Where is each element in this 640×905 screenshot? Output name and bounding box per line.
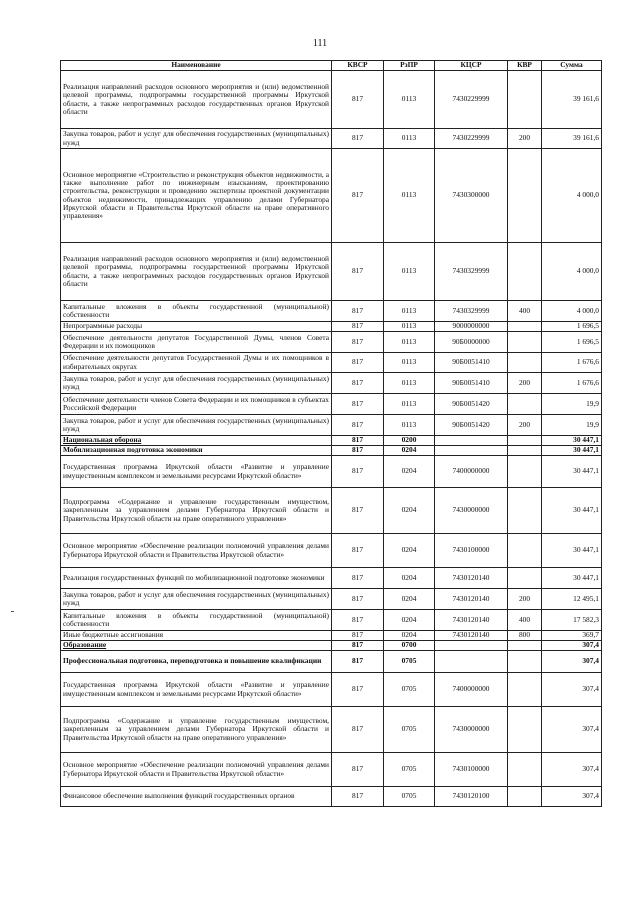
table-row	[61, 373, 602, 394]
cell-kcsr: 90Б0051410	[435, 353, 508, 373]
cell-sum: 39 161,6	[542, 129, 602, 149]
cell-rzpr: 0705	[384, 787, 435, 807]
cell-kcsr	[435, 446, 508, 456]
cell-name: Обеспечение деятельности депутатов Государственной Думы и их помощников в избирательных округах	[61, 353, 332, 373]
cell-kvr	[508, 71, 542, 129]
cell-rzpr: 0700	[384, 641, 435, 651]
cell-kvr: 400	[508, 301, 542, 322]
cell-kvr	[508, 488, 542, 534]
cell-name: Подпрограмма «Содержание и управление государственным имуществом, закрепленным за управлением делами Губернатора Иркутской области и Правительства Иркутской области на праве оперативного управления»	[61, 488, 332, 534]
cell-kvr: 200	[508, 415, 542, 436]
cell-kvr	[508, 534, 542, 568]
cell-kvr	[508, 651, 542, 673]
cell-kvsr: 817	[332, 610, 384, 631]
cell-kvsr: 817	[332, 301, 384, 322]
cell-kvr	[508, 446, 542, 456]
table-row	[61, 149, 602, 243]
cell-rzpr: 0204	[384, 488, 435, 534]
cell-kvr	[508, 394, 542, 415]
cell-rzpr: 0113	[384, 332, 435, 353]
cell-name: Подпрограмма «Содержание и управление государственным имуществом, закрепленным за управлением делами Губернатора Иркутской области и Правительства Иркутской области на праве оперативного управления»	[61, 707, 332, 753]
cell-kvr	[508, 332, 542, 353]
cell-name: Государственная программа Иркутской области «Развитие и управление имущественным комплексом и земельными ресурсами Иркутской области»	[61, 456, 332, 488]
table-row	[61, 129, 602, 149]
header-rzpr: РзПР	[384, 61, 435, 71]
table-row	[61, 707, 602, 753]
cell-rzpr: 0113	[384, 394, 435, 415]
table-row	[61, 631, 602, 641]
table-row	[61, 641, 602, 651]
table-row	[61, 353, 602, 373]
cell-sum: 1 676,6	[542, 353, 602, 373]
table-row	[61, 534, 602, 568]
cell-name: Мобилизационная подготовка экономики	[61, 446, 332, 456]
table-body	[61, 71, 602, 807]
cell-name: Обеспечение деятельности членов Совета Федерации и их помощников в субъектах Российской Федерации	[61, 394, 332, 415]
cell-kvsr: 817	[332, 446, 384, 456]
cell-rzpr: 0204	[384, 610, 435, 631]
header-sum: Сумма	[542, 61, 602, 71]
cell-name: Реализация направлений расходов основного мероприятия и (или) ведомственной целевой программы, подпрограммы государственной программы Иркутской области, а также непрограммных расходов государственных органов Иркутской области	[61, 71, 332, 129]
cell-rzpr: 0204	[384, 589, 435, 610]
cell-kvr	[508, 243, 542, 301]
cell-name: Закупка товаров, работ и услуг для обеспечения государственных (муниципальных) нужд	[61, 415, 332, 436]
table-header-row	[61, 61, 602, 71]
cell-kvr	[508, 787, 542, 807]
cell-kvsr: 817	[332, 753, 384, 787]
cell-rzpr: 0705	[384, 707, 435, 753]
cell-rzpr: 0113	[384, 322, 435, 332]
cell-kcsr: 7430000000	[435, 488, 508, 534]
cell-kvsr: 817	[332, 488, 384, 534]
table-row	[61, 243, 602, 301]
table-row	[61, 71, 602, 129]
cell-rzpr: 0204	[384, 631, 435, 641]
cell-sum: 1 676,6	[542, 373, 602, 394]
cell-kcsr	[435, 436, 508, 446]
table-row	[61, 322, 602, 332]
cell-name: Обеспечение деятельности депутатов Государственной Думы, членов Совета Федерации и их помощников	[61, 332, 332, 353]
cell-kvsr: 817	[332, 456, 384, 488]
cell-name: Основное мероприятие «Обеспечение реализации полномочий управления делами Губернатора Иркутской области и Правительства Иркутской области»	[61, 534, 332, 568]
table-row	[61, 332, 602, 353]
cell-kvr	[508, 673, 542, 707]
cell-rzpr: 0113	[384, 243, 435, 301]
budget-table	[60, 60, 602, 807]
cell-kvsr: 817	[332, 436, 384, 446]
cell-name: Национальная оборона	[61, 436, 332, 446]
table-row	[61, 394, 602, 415]
cell-kcsr: 7430300000	[435, 149, 508, 243]
cell-name: Финансовое обеспечение выполнения функций государственных органов	[61, 787, 332, 807]
cell-kcsr: 7430229999	[435, 129, 508, 149]
cell-kcsr: 7430120140	[435, 589, 508, 610]
cell-sum: 307,4	[542, 641, 602, 651]
cell-name: Капитальные вложения в объекты государственной (муниципальной) собственности	[61, 610, 332, 631]
table-row	[61, 436, 602, 446]
cell-kcsr	[435, 641, 508, 651]
cell-sum: 30 447,1	[542, 456, 602, 488]
margin-mark	[11, 611, 14, 612]
cell-kvr	[508, 353, 542, 373]
cell-kcsr: 7430120140	[435, 568, 508, 589]
cell-rzpr: 0113	[384, 373, 435, 394]
cell-kvsr: 817	[332, 332, 384, 353]
table-row	[61, 787, 602, 807]
cell-name: Непрограммные расходы	[61, 322, 332, 332]
cell-rzpr: 0113	[384, 71, 435, 129]
cell-kvsr: 817	[332, 394, 384, 415]
cell-kvr: 200	[508, 589, 542, 610]
cell-sum: 19,9	[542, 415, 602, 436]
cell-kvsr: 817	[332, 373, 384, 394]
cell-rzpr: 0113	[384, 149, 435, 243]
cell-rzpr: 0705	[384, 651, 435, 673]
cell-kcsr: 7400000000	[435, 456, 508, 488]
table-row	[61, 610, 602, 631]
cell-name: Закупка товаров, работ и услуг для обеспечения государственных (муниципальных) нужд	[61, 589, 332, 610]
cell-kvsr: 817	[332, 534, 384, 568]
cell-name: Иные бюджетные ассигнования	[61, 631, 332, 641]
cell-sum: 4 000,0	[542, 301, 602, 322]
cell-kcsr: 7430120140	[435, 631, 508, 641]
cell-sum: 30 447,1	[542, 534, 602, 568]
cell-kvsr: 817	[332, 641, 384, 651]
cell-name: Образование	[61, 641, 332, 651]
cell-kvr	[508, 456, 542, 488]
cell-kcsr: 7430120100	[435, 787, 508, 807]
cell-kvsr: 817	[332, 707, 384, 753]
cell-rzpr: 0204	[384, 568, 435, 589]
cell-rzpr: 0113	[384, 353, 435, 373]
page-number: 111	[312, 38, 328, 49]
cell-sum: 307,4	[542, 673, 602, 707]
cell-kvsr: 817	[332, 415, 384, 436]
cell-sum: 1 696,5	[542, 332, 602, 353]
cell-name: Основное мероприятие «Обеспечение реализации полномочий управления делами Губернатора Иркутской области и Правительства Иркутской области»	[61, 753, 332, 787]
cell-sum: 307,4	[542, 787, 602, 807]
cell-sum: 12 495,1	[542, 589, 602, 610]
cell-kcsr: 7430000000	[435, 707, 508, 753]
cell-kcsr: 90Б0051420	[435, 394, 508, 415]
cell-kcsr: 7400000000	[435, 673, 508, 707]
table-row	[61, 301, 602, 322]
cell-kvsr: 817	[332, 322, 384, 332]
cell-kvsr: 817	[332, 568, 384, 589]
cell-kvr	[508, 149, 542, 243]
cell-kvsr: 817	[332, 149, 384, 243]
cell-sum: 4 000,0	[542, 149, 602, 243]
cell-kvsr: 817	[332, 589, 384, 610]
cell-kvsr: 817	[332, 71, 384, 129]
cell-kvsr: 817	[332, 243, 384, 301]
cell-sum: 4 000,0	[542, 243, 602, 301]
cell-sum: 30 447,1	[542, 488, 602, 534]
cell-kcsr: 7430329999	[435, 301, 508, 322]
cell-kcsr: 7430120140	[435, 610, 508, 631]
table-row	[61, 446, 602, 456]
table-row	[61, 753, 602, 787]
cell-sum: 19,9	[542, 394, 602, 415]
cell-kvr	[508, 322, 542, 332]
cell-kvsr: 817	[332, 673, 384, 707]
table-row	[61, 415, 602, 436]
cell-kvr: 200	[508, 129, 542, 149]
cell-sum: 30 447,1	[542, 446, 602, 456]
cell-kcsr: 7430100000	[435, 534, 508, 568]
cell-sum: 30 447,1	[542, 568, 602, 589]
cell-name: Государственная программа Иркутской области «Развитие и управление имущественным комплексом и земельными ресурсами Иркутской области»	[61, 673, 332, 707]
header-kcsr: КЦСР	[435, 61, 508, 71]
cell-rzpr: 0204	[384, 446, 435, 456]
cell-kvr: 800	[508, 631, 542, 641]
table-row	[61, 589, 602, 610]
header-kvsr: КВСР	[332, 61, 384, 71]
cell-name: Основное мероприятие «Строительство и реконструкция объектов недвижимости, а также выполнение работ по инженерным изысканиям, проектированию строительства, реконструкции и проведению экспертизы проектной документации объектов недвижимости, принадлежащих управлению делами Губернатора Иркутской области и Правительства Иркутской области на праве оперативного управления»	[61, 149, 332, 243]
table-row	[61, 673, 602, 707]
cell-kvr: 200	[508, 373, 542, 394]
cell-kcsr	[435, 651, 508, 673]
cell-name: Реализация государственных функций по мобилизационной подготовке экономики	[61, 568, 332, 589]
cell-kvr	[508, 568, 542, 589]
cell-kcsr: 9000000000	[435, 322, 508, 332]
cell-kcsr: 7430329999	[435, 243, 508, 301]
cell-kcsr: 90Б0051410	[435, 373, 508, 394]
cell-rzpr: 0113	[384, 415, 435, 436]
cell-sum: 307,4	[542, 753, 602, 787]
cell-rzpr: 0113	[384, 129, 435, 149]
cell-name: Профессиональная подготовка, переподготовка и повышение квалификации	[61, 651, 332, 673]
cell-rzpr: 0204	[384, 456, 435, 488]
cell-sum: 369,7	[542, 631, 602, 641]
cell-rzpr: 0200	[384, 436, 435, 446]
cell-kvsr: 817	[332, 787, 384, 807]
cell-kvr	[508, 753, 542, 787]
cell-kvsr: 817	[332, 631, 384, 641]
cell-rzpr: 0705	[384, 673, 435, 707]
cell-kcsr: 7430229999	[435, 71, 508, 129]
cell-kvsr: 817	[332, 651, 384, 673]
table-row	[61, 456, 602, 488]
cell-kvsr: 817	[332, 129, 384, 149]
table-row	[61, 651, 602, 673]
cell-kvsr: 817	[332, 353, 384, 373]
cell-kvr	[508, 707, 542, 753]
cell-name: Закупка товаров, работ и услуг для обеспечения государственных (муниципальных) нужд	[61, 129, 332, 149]
cell-kvr	[508, 641, 542, 651]
header-name: Наименование	[61, 61, 332, 71]
cell-name: Капитальные вложения в объекты государственной (муниципальной) собственности	[61, 301, 332, 322]
cell-kcsr: 90Б0000000	[435, 332, 508, 353]
table-row	[61, 568, 602, 589]
cell-kvr	[508, 436, 542, 446]
cell-kcsr: 7430100000	[435, 753, 508, 787]
table-row	[61, 488, 602, 534]
header-kvr: КВР	[508, 61, 542, 71]
cell-kvr: 400	[508, 610, 542, 631]
cell-sum: 30 447,1	[542, 436, 602, 446]
cell-rzpr: 0113	[384, 301, 435, 322]
cell-kcsr: 90Б0051420	[435, 415, 508, 436]
cell-sum: 17 582,3	[542, 610, 602, 631]
cell-rzpr: 0204	[384, 534, 435, 568]
cell-rzpr: 0705	[384, 753, 435, 787]
cell-name: Закупка товаров, работ и услуг для обеспечения государственных (муниципальных) нужд	[61, 373, 332, 394]
cell-sum: 307,4	[542, 651, 602, 673]
cell-sum: 39 161,6	[542, 71, 602, 129]
cell-sum: 307,4	[542, 707, 602, 753]
cell-name: Реализация направлений расходов основного мероприятия и (или) ведомственной целевой программы, подпрограммы государственной программы Иркутской области, а также непрограммных расходов государственных органов Иркутской области	[61, 243, 332, 301]
cell-sum: 1 696,5	[542, 322, 602, 332]
